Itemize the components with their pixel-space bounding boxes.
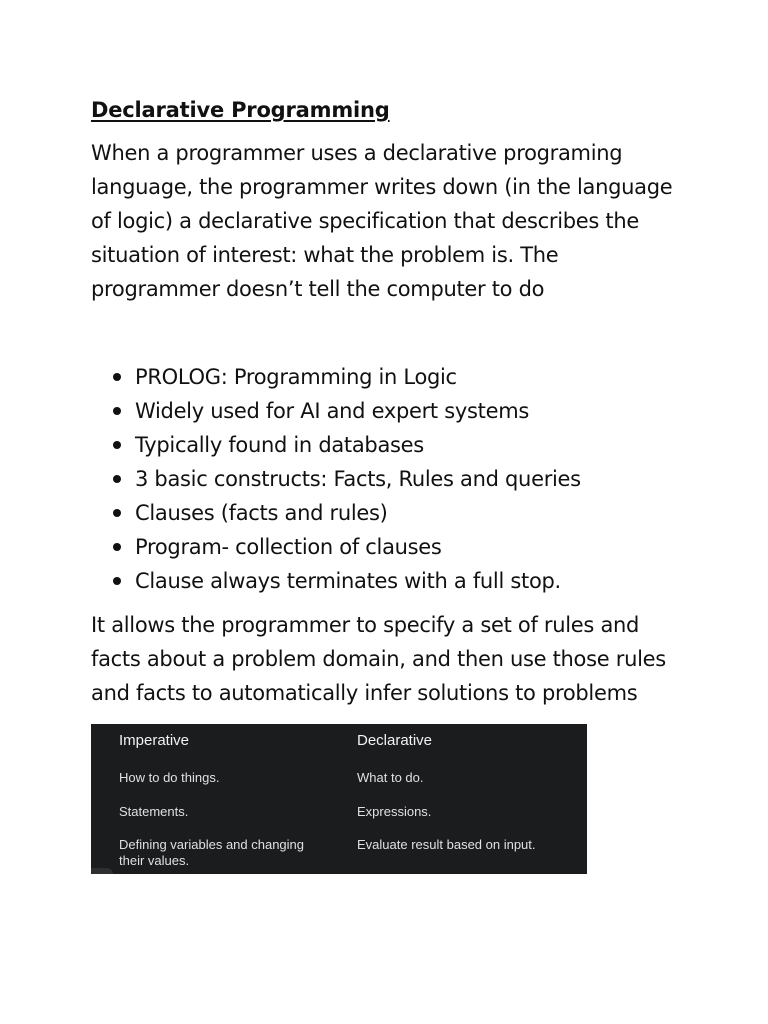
declarative-row: What to do.	[357, 770, 424, 785]
intro-paragraph: When a programmer uses a declarative programing language, the programmer writes down (in the language of logic) a declarative specification that describes the situation of interest: what the problem is. The programmer doesn’t tell the computer to do	[91, 141, 673, 301]
bullet-item	[91, 530, 691, 564]
bullet-icon	[113, 441, 121, 449]
bullet-text: Clause always terminates with a full stop.	[135, 569, 561, 593]
bullet-item	[91, 462, 691, 496]
bullet-text: PROLOG: Programming in Logic	[135, 365, 457, 389]
bullet-text: 3 basic constructs: Facts, Rules and queries	[135, 467, 581, 491]
bullet-item	[91, 564, 691, 598]
imperative-header: Imperative	[119, 732, 190, 749]
corner-avatar-icon	[91, 868, 113, 874]
bullet-text: Widely used for AI and expert systems	[135, 399, 530, 423]
imperative-row: How to do things.	[119, 770, 220, 785]
declarative-header: Declarative	[357, 732, 433, 749]
bullet-item	[91, 496, 691, 530]
bullet-icon	[113, 509, 121, 517]
declarative-row: Evaluate result based on input.	[357, 837, 536, 852]
bullet-item	[91, 428, 691, 462]
bullet-text: Clauses (facts and rules)	[135, 501, 388, 525]
document-heading: Declarative Programming	[91, 98, 390, 122]
imperative-row: Statements.	[119, 804, 189, 819]
document-body	[91, 96, 691, 710]
bullet-icon	[113, 407, 121, 415]
comparison-image	[91, 724, 587, 874]
imperative-row: Defining variables and changing their values.	[119, 837, 305, 868]
bullet-list	[91, 360, 691, 598]
bullet-icon	[113, 373, 121, 381]
bullet-icon	[113, 475, 121, 483]
bullet-text: Program- collection of clauses	[135, 535, 442, 559]
bullet-item	[91, 360, 691, 394]
declarative-row: Expressions.	[357, 804, 432, 819]
bullet-icon	[113, 543, 121, 551]
bullet-icon	[113, 577, 121, 585]
bullet-text: Typically found in databases	[135, 433, 424, 457]
outro-paragraph: It allows the programmer to specify a set of rules and facts about a problem domain, and then use those rules and facts to automatically infer solutions to problems	[91, 613, 666, 705]
bullet-item	[91, 394, 691, 428]
